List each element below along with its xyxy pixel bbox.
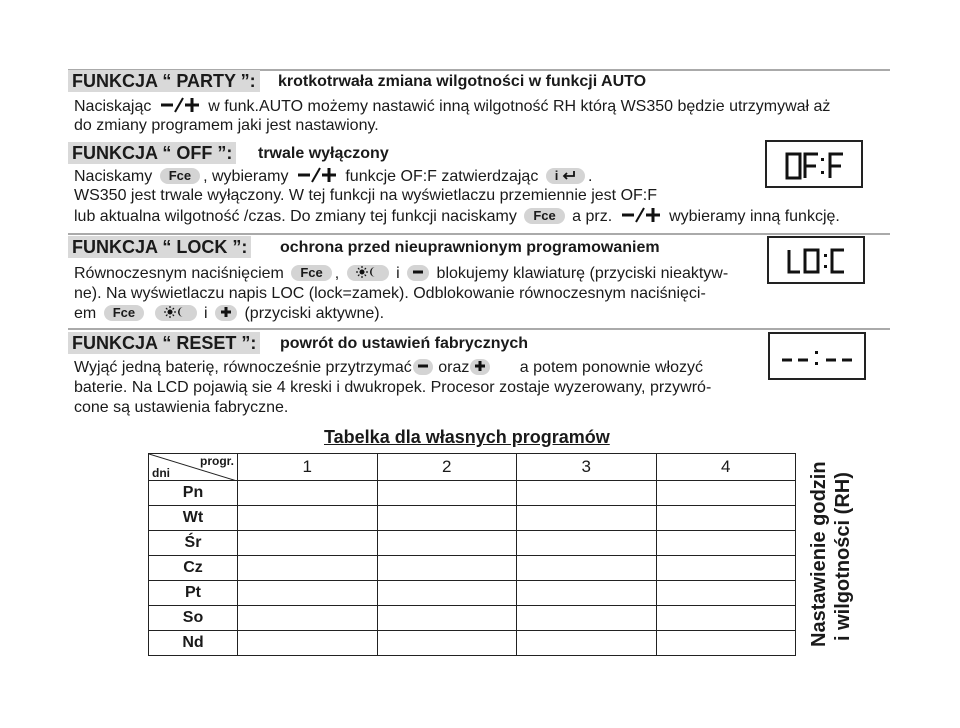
table-cell[interactable] [517, 506, 657, 531]
lock-text-3b: i [204, 305, 208, 322]
minus-plus-icon [620, 206, 662, 230]
table-header-cell: 3 [517, 454, 657, 481]
table-cell[interactable] [517, 531, 657, 556]
table-cell[interactable] [656, 581, 796, 606]
fce-button-icon: Fce [524, 208, 564, 224]
plus-button-icon [215, 305, 237, 321]
lcd-off-segments [767, 142, 861, 186]
table-row [149, 506, 796, 531]
lcd-reset-segments [770, 334, 864, 378]
table-cell[interactable] [656, 531, 796, 556]
enter-button-icon [546, 168, 585, 184]
table-header-cell: 4 [656, 454, 796, 481]
table-cell[interactable] [377, 556, 517, 581]
lcd-lock-segments [769, 238, 863, 282]
table-title: Tabelka dla własnych programów [324, 427, 610, 447]
off-text-line2: WS350 jest trwale wyłączony. W tej funkcji na wyświetlaczu przemiennie jest OF:F [74, 187, 658, 204]
off-title: FUNKCJA “ OFF ”: [68, 142, 236, 164]
lock-text-a: Równoczesnym naciśnięciem [74, 265, 284, 282]
row-day-label: Pn [149, 481, 238, 506]
table-cell[interactable] [517, 556, 657, 581]
off-text-b: , wybieramy [203, 168, 289, 185]
table-row [149, 531, 796, 556]
enter-label: i [554, 168, 559, 183]
table-cell[interactable] [656, 631, 796, 656]
reset-text-line1 [74, 358, 703, 378]
lock-text-b: , [334, 265, 340, 282]
table-header-cell: 2 [377, 454, 517, 481]
reset-text-line3: cone są ustawienia fabryczne. [74, 399, 289, 416]
reset-title: FUNKCJA “ RESET ”: [68, 332, 260, 354]
lock-text-d: blokujemy klawiaturę (przyciski nieaktyw- [436, 265, 729, 282]
minus-button-icon [407, 265, 429, 281]
lcd-display-lock [767, 236, 865, 284]
table-row [149, 631, 796, 656]
row-day-label: So [149, 606, 238, 631]
off-text-3a: lub aktualna wilgotność /czas. Do zmiany tej funkcji naciskamy [74, 208, 517, 225]
off-text-a: Naciskamy [74, 168, 153, 185]
table-cell[interactable] [238, 581, 378, 606]
table-cell[interactable] [238, 481, 378, 506]
row-day-label: Cz [149, 556, 238, 581]
lock-text-line3 [74, 304, 384, 324]
reset-text-a: Wyjąć jedną baterię, równocześnie przytrzymać [74, 359, 412, 376]
fce-button-icon: Fce [160, 168, 200, 184]
fce-button-icon: Fce [291, 265, 331, 281]
side-label-line2: i wilgotności (RH) [832, 472, 854, 641]
section-divider [68, 328, 890, 331]
table-row [149, 556, 796, 581]
lock-text-3c: (przyciski aktywne). [244, 305, 385, 322]
table-cell[interactable] [656, 556, 796, 581]
off-text-c: funkcje OF:F zatwierdzając [345, 168, 539, 185]
party-title: FUNKCJA “ PARTY ”: [68, 70, 260, 92]
table-cell[interactable] [517, 481, 657, 506]
table-cell[interactable] [656, 506, 796, 531]
table-corner-cell [149, 454, 238, 481]
corner-dni-label: dni [152, 466, 170, 480]
row-day-label: Nd [149, 631, 238, 656]
party-text-a: Naciskając [74, 98, 152, 115]
corner-progr-label: progr. [199, 454, 234, 468]
table-cell[interactable] [517, 581, 657, 606]
off-text-3c: wybieramy inną funkcję. [669, 208, 840, 225]
side-label-line1: Nastawienie godzin [808, 461, 830, 647]
table-cell[interactable] [517, 606, 657, 631]
lcd-display-reset [768, 332, 866, 380]
plus-button-icon [470, 359, 490, 375]
off-text-line3 [74, 206, 840, 230]
party-description: krotkotrwała zmiana wilgotności w funkcji AUTO [278, 73, 647, 90]
table-cell[interactable] [377, 606, 517, 631]
table-cell[interactable] [656, 606, 796, 631]
table-cell[interactable] [377, 631, 517, 656]
fce-button-icon: Fce [104, 305, 144, 321]
off-description: trwale wyłączony [258, 145, 389, 162]
lock-text-3a: em [74, 305, 97, 322]
table-cell[interactable] [238, 556, 378, 581]
sun-moon-button-icon [155, 305, 197, 321]
table-cell[interactable] [238, 531, 378, 556]
lcd-display-off [765, 140, 863, 188]
table-header-cell: 1 [238, 454, 378, 481]
table-row [149, 606, 796, 631]
party-text-b: w funk.AUTO możemy nastawić inną wilgotność RH którą WS350 będzie utrzymywał aż [208, 98, 831, 115]
row-day-label: Wt [149, 506, 238, 531]
reset-text-line2: baterie. Na LCD pojawią sie 4 kreski i dwukropek. Procesor zostaje wyzerowany, przywró- [74, 379, 712, 396]
table-cell[interactable] [377, 581, 517, 606]
table-cell[interactable] [238, 631, 378, 656]
lock-text-line2: ne). Na wyświetlaczu napis LOC (lock=zamek). Odblokowanie równoczesnym naciśnięci- [74, 285, 706, 302]
lock-text-line1 [74, 264, 728, 284]
party-text-line2: do zmiany programem jaki jest nastawiony. [74, 117, 379, 134]
lock-description: ochrona przed nieuprawnionym programowaniem [280, 239, 660, 256]
row-day-label: Pt [149, 581, 238, 606]
reset-description: powrót do ustawień fabrycznych [280, 335, 529, 352]
table-row [149, 581, 796, 606]
lock-title: FUNKCJA “ LOCK ”: [68, 236, 251, 258]
program-table [148, 453, 796, 656]
table-cell[interactable] [238, 606, 378, 631]
off-text-d: . [588, 168, 593, 185]
table-cell[interactable] [377, 481, 517, 506]
row-day-label: Śr [149, 531, 238, 556]
table-cell[interactable] [517, 631, 657, 656]
sun-moon-button-icon [347, 265, 389, 281]
minus-button-icon [413, 359, 433, 375]
table-cell[interactable] [656, 481, 796, 506]
table-cell[interactable] [377, 531, 517, 556]
table-cell[interactable] [377, 506, 517, 531]
reset-text-b: oraz [438, 359, 470, 376]
reset-text-c: a potem ponownie włozyć [519, 359, 704, 376]
lock-text-c: i [396, 265, 400, 282]
table-cell[interactable] [238, 506, 378, 531]
table-row [149, 481, 796, 506]
off-text-3b: a prz. [572, 208, 613, 225]
